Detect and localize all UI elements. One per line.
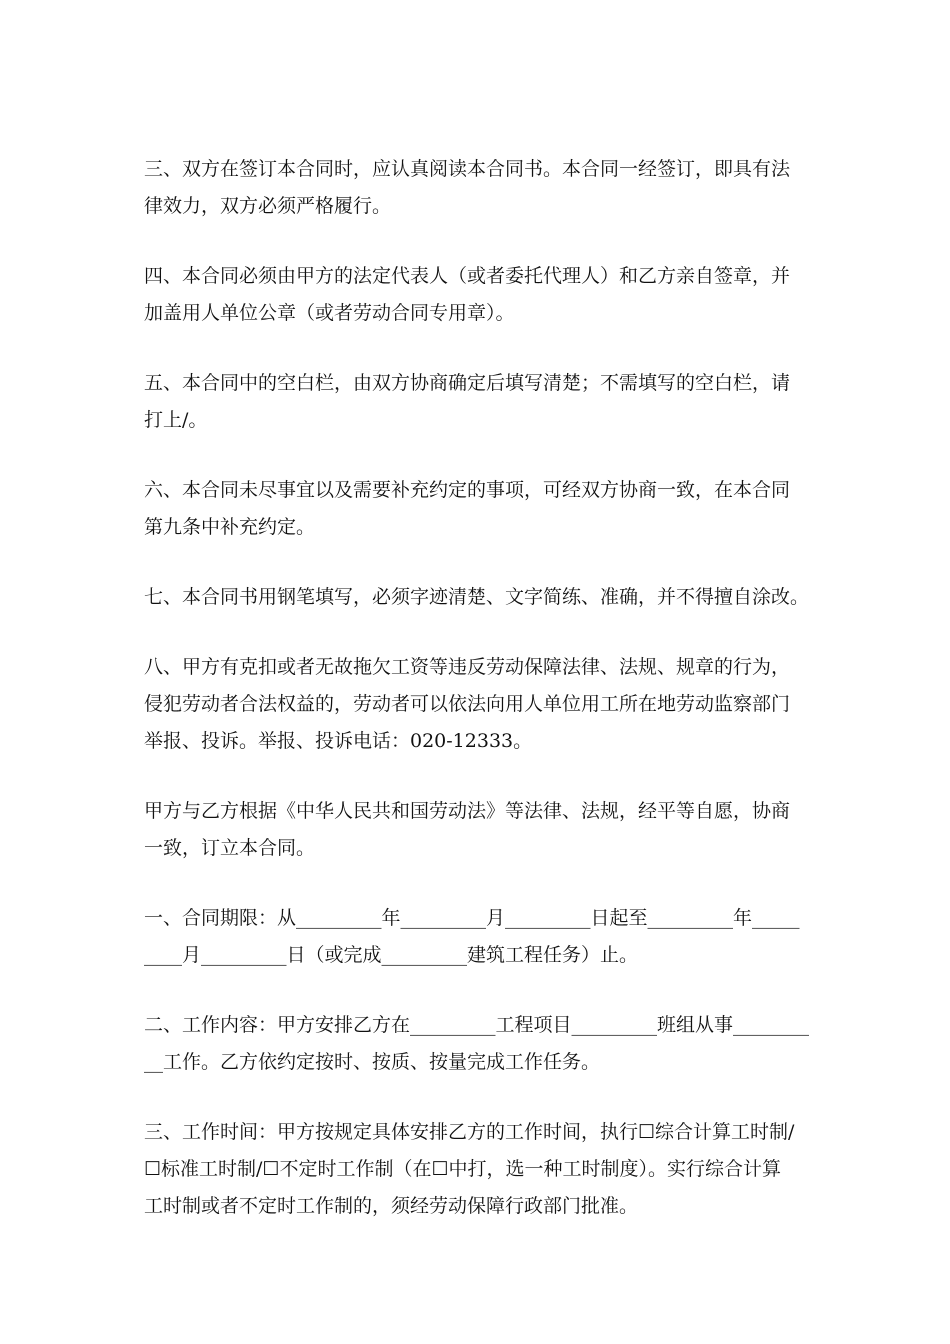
text-line: 第九条中补充约定。 [144,516,316,538]
text-line: 五、本合同中的空白栏，由双方协商确定后填写清楚；不需填写的空白栏，请 [144,372,791,394]
text-line: 举报、投诉。举报、投诉电话：020-12333。 [144,730,533,752]
text-line: 四、本合同必须由甲方的法定代表人（或者委托代理人）和乙方亲自签章，并 [144,265,791,287]
text-line: 律效力，双方必须严格履行。 [144,195,392,217]
text-line: ____月_________日（或完成_________建筑工程任务）止。 [144,944,639,966]
work-time-paragraph [144,1114,824,1225]
text-line: 打上/。 [144,409,208,431]
contract-text [144,151,824,1258]
text-line: 八、甲方有克扣或者无故拖欠工资等违反劳动保障法律、法规、规章的行为， [144,656,791,678]
text-line: ☐标准工时制/☐不定时工作制（在☐中打，选一种工时制度）。实行综合计算 [144,1158,782,1180]
text-line: 七、本合同书用钢笔填写，必须字迹清楚、文字简练、准确，并不得擅自涂改。 [144,586,810,608]
text-line: 一致，订立本合同。 [144,837,316,859]
text-line: 工时制或者不定时工作制的，须经劳动保障行政部门批准。 [144,1195,639,1217]
clause-paragraph [144,151,824,225]
clause-paragraph [144,365,824,439]
text-line: 六、本合同未尽事宜以及需要补充约定的事项，可经双方协商一致，在本合同 [144,479,791,501]
clause-paragraph [144,472,824,546]
text-line: __工作。乙方依约定按时、按质、按量完成工作任务。 [144,1051,601,1073]
text-line: 三、双方在签订本合同时，应认真阅读本合同书。本合同一经签订，即具有法 [144,158,791,180]
clause-paragraph [144,649,824,760]
text-line: 加盖用人单位公章（或者劳动合同专用章）。 [144,302,515,324]
clause-paragraph [144,579,824,616]
text-line: 甲方与乙方根据《中华人民共和国劳动法》等法律、法规，经平等自愿，协商 [144,800,791,822]
preamble-paragraph [144,793,824,867]
work-content-paragraph [144,1007,824,1081]
text-line: 二、工作内容：甲方安排乙方在_________工程项目_________班组从事________ [144,1014,810,1036]
text-line: 侵犯劳动者合法权益的，劳动者可以依法向用人单位用工所在地劳动监察部门 [144,693,791,715]
text-line: 三、工作时间：甲方按规定具体安排乙方的工作时间，执行☐综合计算工时制/ [144,1121,795,1143]
text-line: 一、合同期限：从_________年_________月_________日起至_________年_____ [144,907,800,929]
clause-paragraph [144,258,824,332]
contract-term-paragraph [144,900,824,974]
